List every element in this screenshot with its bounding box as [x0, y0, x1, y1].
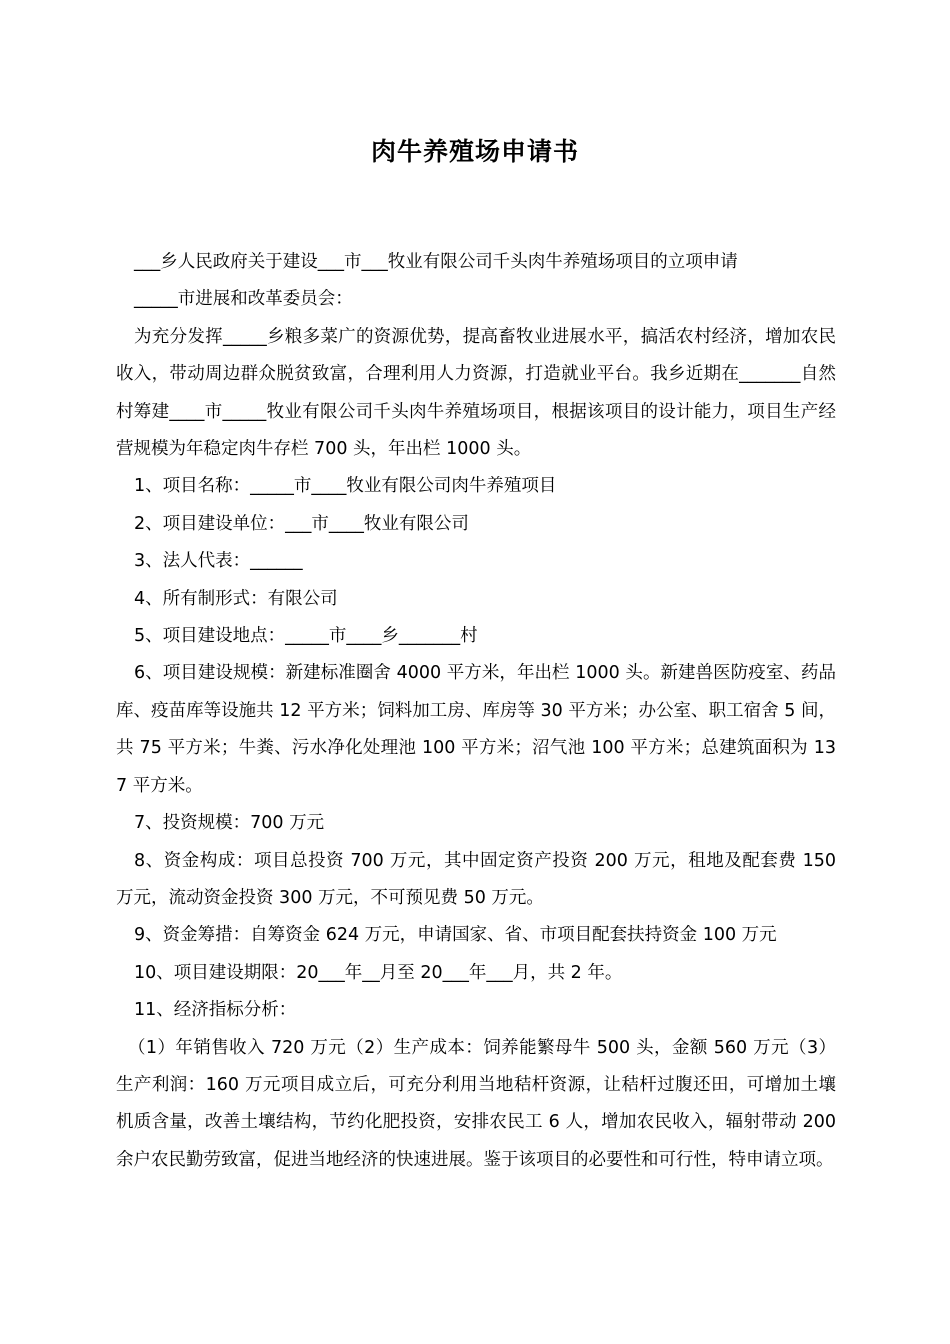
- item-construction-period: 10、项目建设期限：20___年__月至 20___年___月，共 2 年。: [134, 962, 623, 983]
- item-project-name: 1、项目名称：_____市____牧业有限公司肉牛养殖项目: [134, 476, 557, 497]
- item-ownership-form: 4、所有制形式：有限公司: [134, 588, 338, 609]
- item-fund-composition: 8、资金构成：项目总投资 700 万元，其中固定资产投资 200 万元，租地及配套费 150 万元，流动资金投资 300 万元，不可预见费 50 万元。: [116, 850, 836, 908]
- item-legal-representative: 3、法人代表：______: [134, 551, 303, 572]
- economic-analysis-paragraph: （1）年销售收入 720 万元（2）生产成本：饲养能繁母牛 500 头，金额 560 万元（3）生产利润：160 万元项目成立后，可充分利用当地秸杆资源，让秸杆过腹还田，可增加土壤机质含量，改善土壤结构，节约化肥投资，安排农民工 6 人，增加农民收入，辐射带动 200 余户农民勤劳致富，促进当地经济的快速进展。鉴于该项目的必要性和可行性，特申请立项。: [116, 1037, 836, 1170]
- item-economic-analysis: 11、经济指标分析：: [134, 1000, 297, 1021]
- item-construction-site: 5、项目建设地点：_____市____乡_______村: [134, 626, 478, 647]
- item-investment-scale: 7、投资规模：700 万元: [134, 813, 325, 834]
- document-body: [116, 244, 836, 1179]
- item-construction-scale: 6、项目建设规模：新建标准圈舍 4000 平方米，年出栏 1000 头。新建兽医防疫室、药品库、疫苗库等设施共 12 平方米；饲料加工房、库房等 30 平方米；办公室、职工宿舍 5 间，共 75 平方米；牛粪、污水净化处理池 100 平方米；沼气池 100 平方米；总建筑面积为 137 平方米。: [116, 663, 836, 796]
- document-title: 肉牛养殖场申请书: [370, 137, 579, 166]
- addressee-line: _____市进展和改革委员会：: [134, 289, 353, 310]
- item-construction-unit: 2、项目建设单位：___市____牧业有限公司: [134, 513, 469, 534]
- subject-line: ___乡人民政府关于建设___市___牧业有限公司千头肉牛养殖场项目的立项申请: [134, 252, 738, 272]
- item-fund-raising: 9、资金筹措：自筹资金 624 万元，申请国家、省、市项目配套扶持资金 100 万元: [134, 925, 777, 946]
- intro-paragraph: 为充分发挥_____乡粮多菜广的资源优势，提高畜牧业进展水平，搞活农村经济，增加农民收入，带动周边群众脱贫致富，合理利用人力资源，打造就业平台。我乡近期在_______自然村筹建____市_____牧业有限公司千头肉牛养殖场项目，根据该项目的设计能力，项目生产经营规模为年稳定肉牛存栏 700 头，年出栏 1000 头。: [116, 326, 836, 460]
